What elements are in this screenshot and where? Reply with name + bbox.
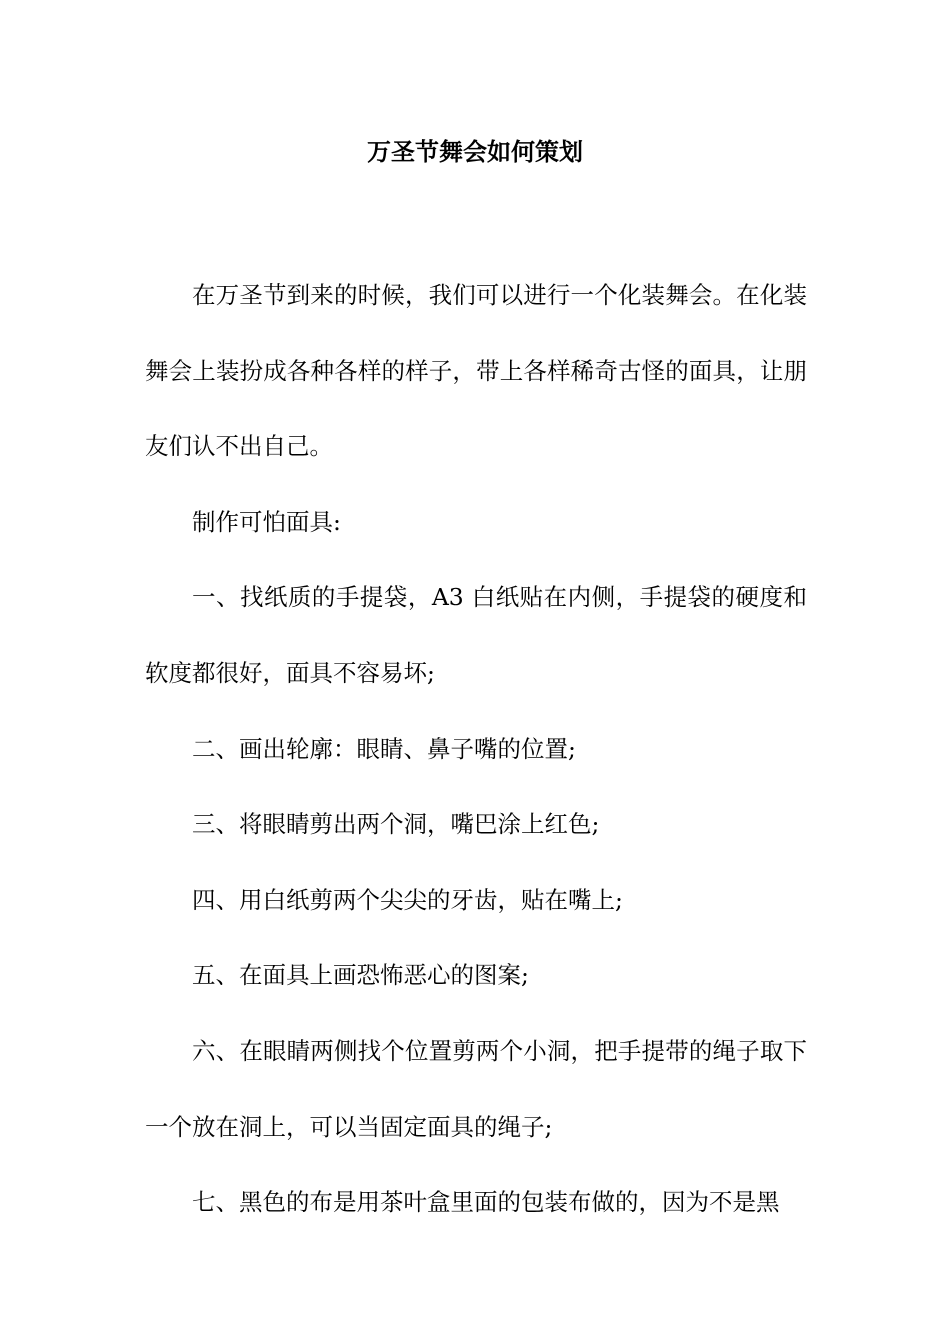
paragraph-step-1: 一、找纸质的手提袋，A3 白纸贴在内侧，手提袋的硬度和软度都很好，面具不容易坏; [145,583,807,687]
paragraph-step-2: 二、画出轮廓：眼睛、鼻子嘴的位置; [192,734,576,763]
paragraph-step-4: 四、用白纸剪两个尖尖的牙齿，贴在嘴上; [192,885,623,914]
paragraph-step-6: 六、在眼睛两侧找个位置剪两个小洞，把手提带的绳子取下一个放在洞上，可以当固定面具的绳子; [145,1036,807,1141]
document-title: 万圣节舞会如何策划 [367,137,583,166]
paragraph-mask-heading: 制作可怕面具: [192,507,341,536]
paragraph-intro: 在万圣节到来的时候，我们可以进行一个化装舞会。在化装舞会上装扮成各种各样的样子，带上各样稀奇古怪的面具，让朋友们认不出自己。 [145,281,807,461]
paragraph-step-3: 三、将眼睛剪出两个洞，嘴巴涂上红色; [192,810,600,839]
paragraph-step-5: 五、在面具上画恐怖恶心的图案; [192,961,529,990]
paragraph-step-7: 七、黑色的布是用茶叶盒里面的包装布做的，因为不是黑 [192,1188,780,1217]
document-body [145,258,807,1241]
